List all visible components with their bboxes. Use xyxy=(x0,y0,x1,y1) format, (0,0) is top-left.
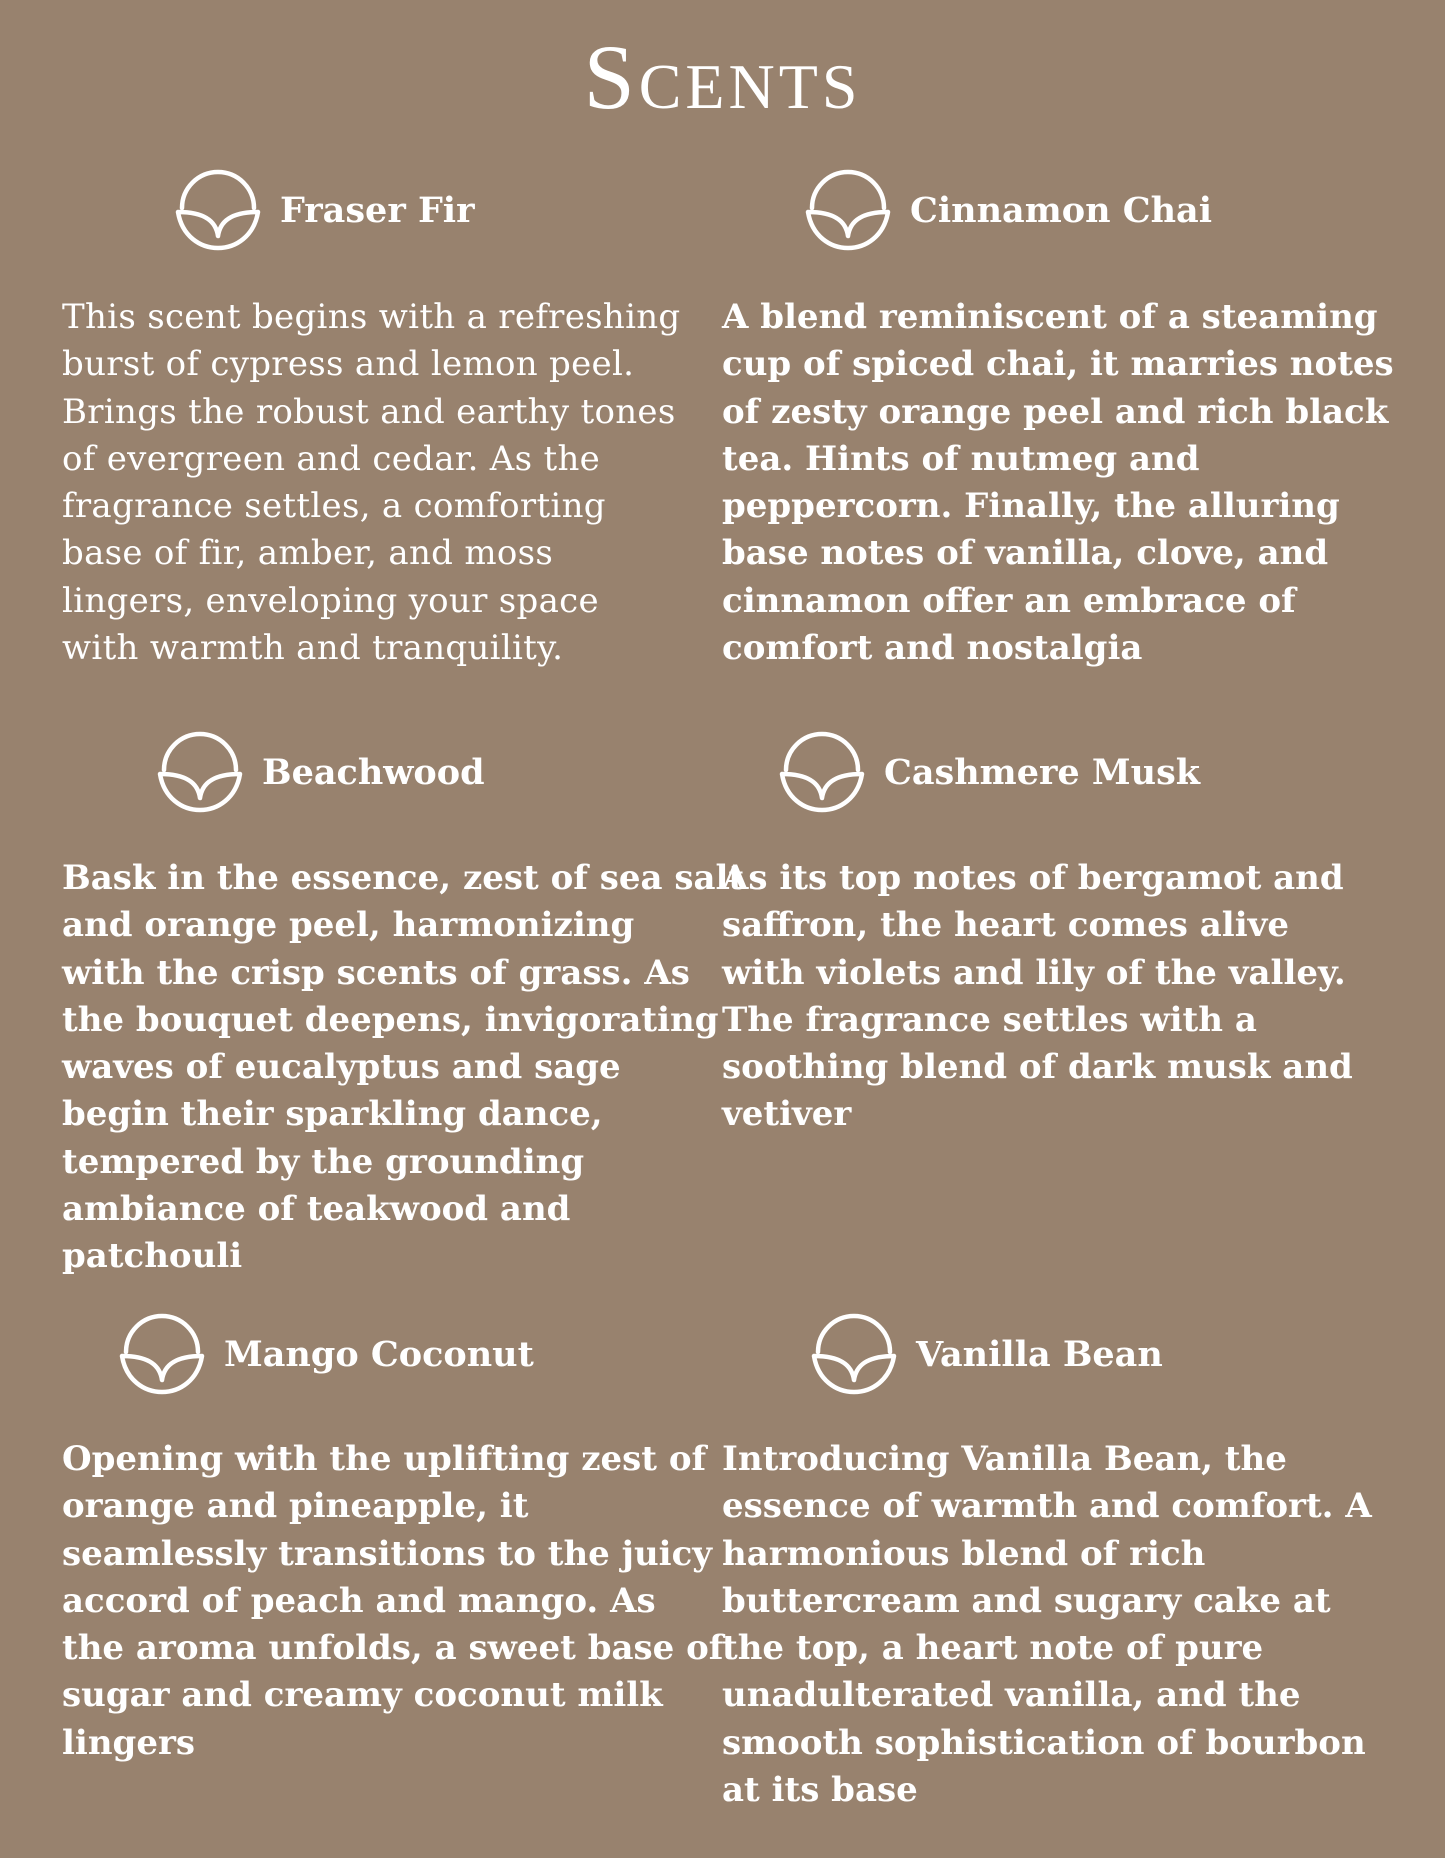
description-line: the aroma unfolds, a sweet base of xyxy=(62,1628,724,1669)
description-line: accord of peach and mango. As xyxy=(62,1580,656,1621)
description-line: with the crisp scents of grass. As xyxy=(62,952,690,993)
scent-description-vanilla-bean xyxy=(722,1436,1372,1814)
scent-name: Fraser Fir xyxy=(280,189,475,231)
description-line: essence of warmth and comfort. A xyxy=(722,1486,1372,1527)
leaf-bowl-icon xyxy=(152,724,248,820)
description-line: lingers xyxy=(62,1722,196,1763)
scent-name: Beachwood xyxy=(262,751,485,793)
leaf-bowl-icon xyxy=(800,162,896,258)
scent-description-cinnamon-chai xyxy=(722,294,1394,672)
description-line: base of fir, amber, and moss xyxy=(62,533,554,574)
description-line: burst of cypress and lemon peel. xyxy=(62,344,635,385)
description-line: patchouli xyxy=(62,1236,243,1277)
description-line: The fragrance settles with a xyxy=(722,999,1257,1040)
description-line: ambiance of teakwood and xyxy=(62,1189,571,1230)
page-title: Scents xyxy=(583,26,862,128)
scent-header-mango-coconut xyxy=(114,1304,534,1404)
description-line: with violets and lily of the valley. xyxy=(722,952,1346,993)
description-line: seamlessly transitions to the juicy xyxy=(62,1533,713,1574)
description-line: saffron, the heart comes alive xyxy=(722,905,1290,946)
description-line: buttercream and sugary cake at xyxy=(722,1580,1331,1621)
description-line: harmonious blend of rich xyxy=(722,1533,1206,1574)
description-line: Opening with the uplifting zest of xyxy=(62,1439,707,1479)
description-line: sugar and creamy coconut milk xyxy=(62,1675,663,1716)
description-line: This scent begins with a refreshing xyxy=(62,297,681,337)
description-line: begin their sparkling dance, xyxy=(62,1094,603,1135)
description-line: with warmth and tranquility. xyxy=(62,628,564,669)
description-line: cinnamon offer an embrace of xyxy=(722,580,1296,621)
leaf-bowl-icon xyxy=(170,162,266,258)
leaf-bowl-icon xyxy=(806,1306,902,1402)
description-line: soothing blend of dark musk and xyxy=(722,1047,1353,1088)
scent-name: Cinnamon Chai xyxy=(910,189,1213,231)
description-line: the top, a heart note of pure xyxy=(722,1628,1264,1669)
description-line: cup of spiced chai, it marries notes xyxy=(722,344,1394,385)
description-line: comfort and nostalgia xyxy=(722,628,1143,669)
description-line: tempered by the grounding xyxy=(62,1141,585,1182)
description-line: base notes of vanilla, clove, and xyxy=(722,533,1329,574)
scent-header-cashmere-musk xyxy=(774,722,1200,822)
scent-name: Cashmere Musk xyxy=(884,751,1201,793)
scent-name: Vanilla Bean xyxy=(916,1333,1163,1375)
description-line: fragrance settles, a comforting xyxy=(62,486,606,527)
scent-description-fraser-fir xyxy=(62,294,682,672)
leaf-bowl-icon xyxy=(774,724,870,820)
description-line: the bouquet deepens, invigorating xyxy=(62,999,719,1040)
description-line: waves of eucalyptus and sage xyxy=(62,1047,621,1088)
description-line: vetiver xyxy=(722,1094,852,1135)
scent-header-vanilla-bean xyxy=(806,1304,1163,1404)
description-line: of zesty orange peel and rich black xyxy=(722,391,1389,432)
scent-header-cinnamon-chai xyxy=(800,160,1212,260)
description-line: of evergreen and cedar. As the xyxy=(62,438,601,479)
description-line: lingers, enveloping your space xyxy=(62,580,599,621)
description-line: A blend reminiscent of a steaming xyxy=(722,297,1378,337)
description-line: Brings the robust and earthy tones xyxy=(62,391,676,432)
description-line: Introducing Vanilla Bean, the xyxy=(722,1439,1287,1479)
scent-description-cashmere-musk xyxy=(722,855,1353,1139)
scent-header-fraser-fir xyxy=(170,160,475,260)
description-line: unadulterated vanilla, and the xyxy=(722,1675,1301,1716)
leaf-bowl-icon xyxy=(114,1306,210,1402)
description-line: orange and pineapple, it xyxy=(62,1486,529,1527)
scent-header-beachwood xyxy=(152,722,485,822)
description-line: tea. Hints of nutmeg and xyxy=(722,438,1200,479)
scent-description-mango-coconut xyxy=(62,1436,724,1767)
scent-name: Mango Coconut xyxy=(224,1333,534,1375)
description-line: smooth sophistication of bourbon xyxy=(722,1722,1366,1763)
description-line: As its top notes of bergamot and xyxy=(722,858,1344,898)
description-line: and orange peel, harmonizing xyxy=(62,905,635,946)
description-line: peppercorn. Finally, the alluring xyxy=(722,486,1340,527)
description-line: Bask in the essence, zest of sea salt xyxy=(62,858,745,898)
description-line: at its base xyxy=(722,1770,918,1811)
scent-description-beachwood xyxy=(62,855,745,1281)
